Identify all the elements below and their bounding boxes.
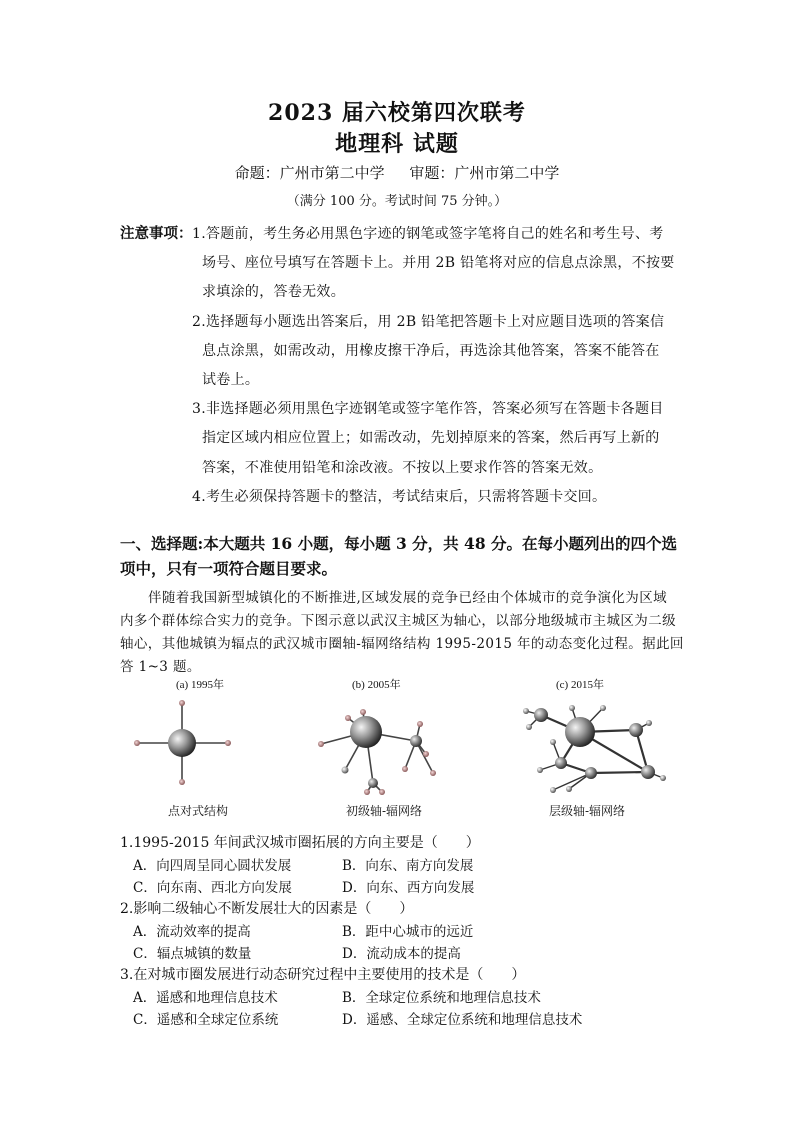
- question-stem: 2.影响二级轴心不断发展壮大的因素是（ ）: [120, 901, 414, 917]
- node-spoke: [225, 740, 231, 746]
- option-c: C．遥感和全球定位系统: [133, 1012, 279, 1028]
- node-secondary: [410, 735, 422, 747]
- node-spoke: [402, 766, 408, 772]
- note-line: 求填涂的，答卷无效。: [202, 284, 345, 300]
- passage-line: 答 1~3 题。: [120, 659, 201, 675]
- panel-a-diagram: [134, 700, 231, 785]
- notes-label: 注意事项：: [120, 225, 193, 242]
- node-spoke: [660, 775, 666, 781]
- node-spoke: [423, 751, 429, 757]
- node-core: [565, 717, 595, 747]
- question-stem: 3.在对城市圈发展进行动态研究过程中主要使用的技术是（ ）: [120, 967, 526, 983]
- node-secondary: [641, 765, 655, 779]
- authors-line: [0, 162, 794, 183]
- score-time: （满分 100 分。考试时间 75 分钟。）: [286, 194, 508, 209]
- node-spoke: [134, 740, 140, 746]
- note-line: 场号、座位号填写在答题卡上。并用 2B 铅笔将对应的信息点涂黑，不按要: [202, 255, 675, 271]
- option-a: A．流动效率的提高: [133, 924, 251, 940]
- node-spoke: [364, 789, 370, 795]
- option-a: A．遥感和地理信息技术: [133, 990, 278, 1006]
- passage-line: 内多个群体综合实力的竞争。下图示意以武汉主城区为轴心，以部分地级城市主城区为二级: [120, 613, 676, 629]
- figure-caption-a: 点对式结构: [168, 804, 229, 818]
- node-spoke: [342, 767, 349, 774]
- node-secondary: [629, 723, 643, 737]
- option-d: D．流动成本的提高: [342, 946, 461, 962]
- note-line: 试卷上。: [202, 372, 260, 388]
- node-secondary: [368, 778, 378, 788]
- node-core: [168, 729, 196, 757]
- question-stem: 1.1995-2015 年间武汉城市圈拓展的方向主要是（ ）: [120, 835, 480, 851]
- passage-line: 伴随着我国新型城镇化的不断推进,区域发展的竞争已经由个体城市的竞争演化为区域: [148, 590, 667, 606]
- node-spoke: [379, 789, 385, 795]
- figure-label-b: (b) 2005年: [352, 679, 401, 691]
- node-spoke: [318, 741, 324, 747]
- panel-b-diagram: [318, 709, 436, 795]
- axis-spoke-network-figure: [120, 690, 690, 800]
- note-line: 答案，不准使用铅笔和涂改液。不按以上要求作答的答案无效。: [202, 460, 603, 476]
- node-spoke: [360, 709, 366, 715]
- option-b: B．向东、南方向发展: [342, 858, 474, 874]
- figure-caption-c: 层级轴-辐网络: [549, 804, 626, 818]
- node-core: [350, 716, 382, 748]
- node-spoke: [569, 705, 575, 711]
- option-d: D．向东、西方向发展: [342, 880, 475, 896]
- node-spoke: [417, 721, 423, 727]
- node-secondary: [534, 708, 548, 722]
- node-spoke: [550, 739, 556, 745]
- node-spoke: [566, 786, 572, 792]
- option-c: C．向东南、西北方向发展: [133, 880, 292, 896]
- note-line: 1.答题前，考生务必用黑色字迹的钢笔或签字笔将自己的姓名和考生号、考: [192, 226, 664, 242]
- node-spoke: [550, 787, 556, 793]
- note-line: 息点涂黑，如需改动，用橡皮擦干净后，再选涂其他答案，答案不能答在: [202, 343, 660, 359]
- option-a: A．向四周呈同心圆状发展: [133, 858, 292, 874]
- proposer: 命题：广州市第二中学: [234, 164, 385, 182]
- option-b: B．全球定位系统和地理信息技术: [342, 990, 541, 1006]
- node-spoke: [179, 779, 185, 785]
- node-secondary: [555, 757, 567, 769]
- node-spoke: [526, 724, 532, 730]
- node-spoke: [600, 705, 606, 711]
- option-c: C．辐点城镇的数量: [133, 946, 252, 962]
- note-line: 2.选择题每小题选出答案后，用 2B 铅笔把答题卡上对应题目选项的答案信: [192, 314, 665, 330]
- node-spoke: [179, 700, 185, 706]
- node-spoke: [430, 770, 436, 776]
- section-heading: 项中，只有一项符合题目要求。: [120, 559, 338, 578]
- node-secondary: [585, 767, 597, 779]
- note-line: 4.考生必须保持答题卡的整洁，考试结束后，只需将答题卡交回。: [192, 489, 607, 505]
- note-line: 指定区域内相应位置上；如需改动，先划掉原来的答案，然后再写上新的: [202, 430, 660, 446]
- passage-line: 轴心，其他城镇为辐点的武汉城市圈轴-辐网络结构 1995-2015 年的动态变化过程。据此回: [120, 636, 684, 652]
- figure-label-a: (a) 1995年: [176, 679, 224, 691]
- exam-subject: 地理科 试题: [335, 131, 459, 157]
- figure-label-c: (c) 2015年: [556, 679, 604, 691]
- option-b: B．距中心城市的远近: [342, 924, 474, 940]
- reviewer: 审题：广州市第二中学: [409, 164, 560, 182]
- node-spoke: [523, 708, 529, 714]
- panel-c-diagram: [523, 705, 666, 793]
- note-line: 3.非选择题必须用黑色字迹钢笔或签字笔作答，答案必须写在答题卡各题目: [192, 401, 664, 417]
- node-spoke: [537, 767, 543, 773]
- figure-caption-b: 初级轴-辐网络: [346, 804, 423, 818]
- section-heading: 一、选择题:本大题共 16 小题，每小题 3 分，共 48 分。在每小题列出的四个选: [120, 534, 678, 553]
- node-spoke: [345, 715, 351, 721]
- node-spoke: [646, 720, 652, 726]
- option-d: D．遥感、全球定位系统和地理信息技术: [342, 1012, 583, 1028]
- exam-title: 2023 届六校第四次联考: [268, 100, 526, 126]
